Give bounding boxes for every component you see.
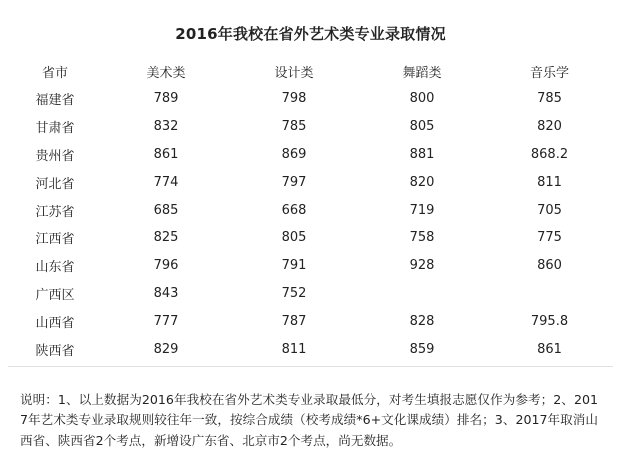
page-title: 2016年我校在省外艺术类专业录取情况 [175, 25, 446, 43]
cell-fine-arts: 685 [153, 202, 179, 218]
column-header-dance: 舞蹈类 [402, 66, 442, 81]
cell-music: 775 [537, 230, 562, 246]
column-header-music: 音乐学 [529, 66, 569, 81]
cell-dance: 928 [409, 258, 435, 274]
cell-music: 860 [537, 258, 562, 274]
notes-divider [8, 366, 613, 367]
cell-music: 868.2 [530, 146, 569, 162]
cell-province: 江苏省 [35, 204, 75, 220]
cell-fine-arts: 861 [153, 146, 179, 162]
cell-design: 805 [281, 230, 307, 246]
cell-province: 山东省 [35, 260, 75, 276]
column-header-province: 省市 [41, 66, 68, 81]
table-header-row [8, 58, 613, 85]
cell-province: 陕西省 [35, 343, 75, 359]
cell-dance [358, 280, 486, 308]
table-row [8, 224, 613, 252]
cell-music [486, 280, 613, 308]
cell-dance: 828 [409, 313, 435, 329]
cell-fine-arts: 832 [153, 119, 179, 135]
table-row [8, 280, 613, 308]
cell-province: 江西省 [35, 232, 75, 248]
table-row [8, 85, 613, 113]
cell-music: 811 [537, 174, 562, 190]
cell-design: 791 [281, 258, 307, 274]
cell-music: 795.8 [530, 313, 569, 329]
table-row [8, 252, 613, 280]
table-row [8, 335, 613, 363]
cell-design: 797 [281, 174, 307, 190]
cell-design: 752 [281, 285, 307, 301]
cell-province: 福建省 [35, 93, 75, 109]
cell-fine-arts: 843 [153, 285, 179, 301]
cell-fine-arts: 777 [153, 313, 179, 329]
cell-music: 785 [537, 91, 562, 107]
table-row [8, 168, 613, 196]
cell-dance: 805 [409, 119, 435, 135]
cell-design: 811 [281, 341, 307, 357]
notes-paragraph: 说明：1、以上数据为2016年我校在省外艺术类专业录取最低分，对考生填报志愿仅作为参考；2、2017年艺术类专业录取规则较往年一致，按综合成绩（校考成绩*6+文化课成绩）排名；3、2017年取消山西省、陕西省2个考点，新增设广东省、北京市2个考点，尚无数据。 [20, 391, 598, 448]
cell-design: 798 [281, 91, 307, 107]
cell-music: 861 [537, 341, 562, 357]
cell-province: 贵州省 [35, 148, 75, 164]
cell-dance: 859 [409, 341, 435, 357]
cell-dance: 881 [409, 146, 435, 162]
table-row [8, 141, 613, 169]
cell-province: 甘肃省 [35, 121, 75, 137]
table-row [8, 196, 613, 224]
cell-dance: 719 [409, 202, 435, 218]
cell-dance: 800 [409, 91, 435, 107]
cell-fine-arts: 825 [153, 230, 179, 246]
cell-design: 668 [281, 202, 307, 218]
admission-score-table [8, 58, 613, 363]
column-header-design: 设计类 [274, 66, 314, 81]
cell-fine-arts: 789 [153, 91, 179, 107]
table-row [8, 307, 613, 335]
cell-music: 705 [537, 202, 562, 218]
cell-province: 广西区 [35, 287, 75, 303]
column-header-fine-arts: 美术类 [146, 66, 186, 81]
cell-province: 山西省 [35, 315, 75, 331]
cell-design: 787 [281, 313, 307, 329]
cell-dance: 820 [409, 174, 435, 190]
cell-fine-arts: 796 [153, 258, 179, 274]
table-row [8, 113, 613, 141]
cell-dance: 758 [409, 230, 435, 246]
cell-province: 河北省 [35, 176, 75, 192]
cell-design: 785 [281, 119, 307, 135]
cell-music: 820 [537, 119, 562, 135]
cell-fine-arts: 774 [153, 174, 179, 190]
cell-fine-arts: 829 [153, 341, 179, 357]
cell-design: 869 [281, 146, 307, 162]
